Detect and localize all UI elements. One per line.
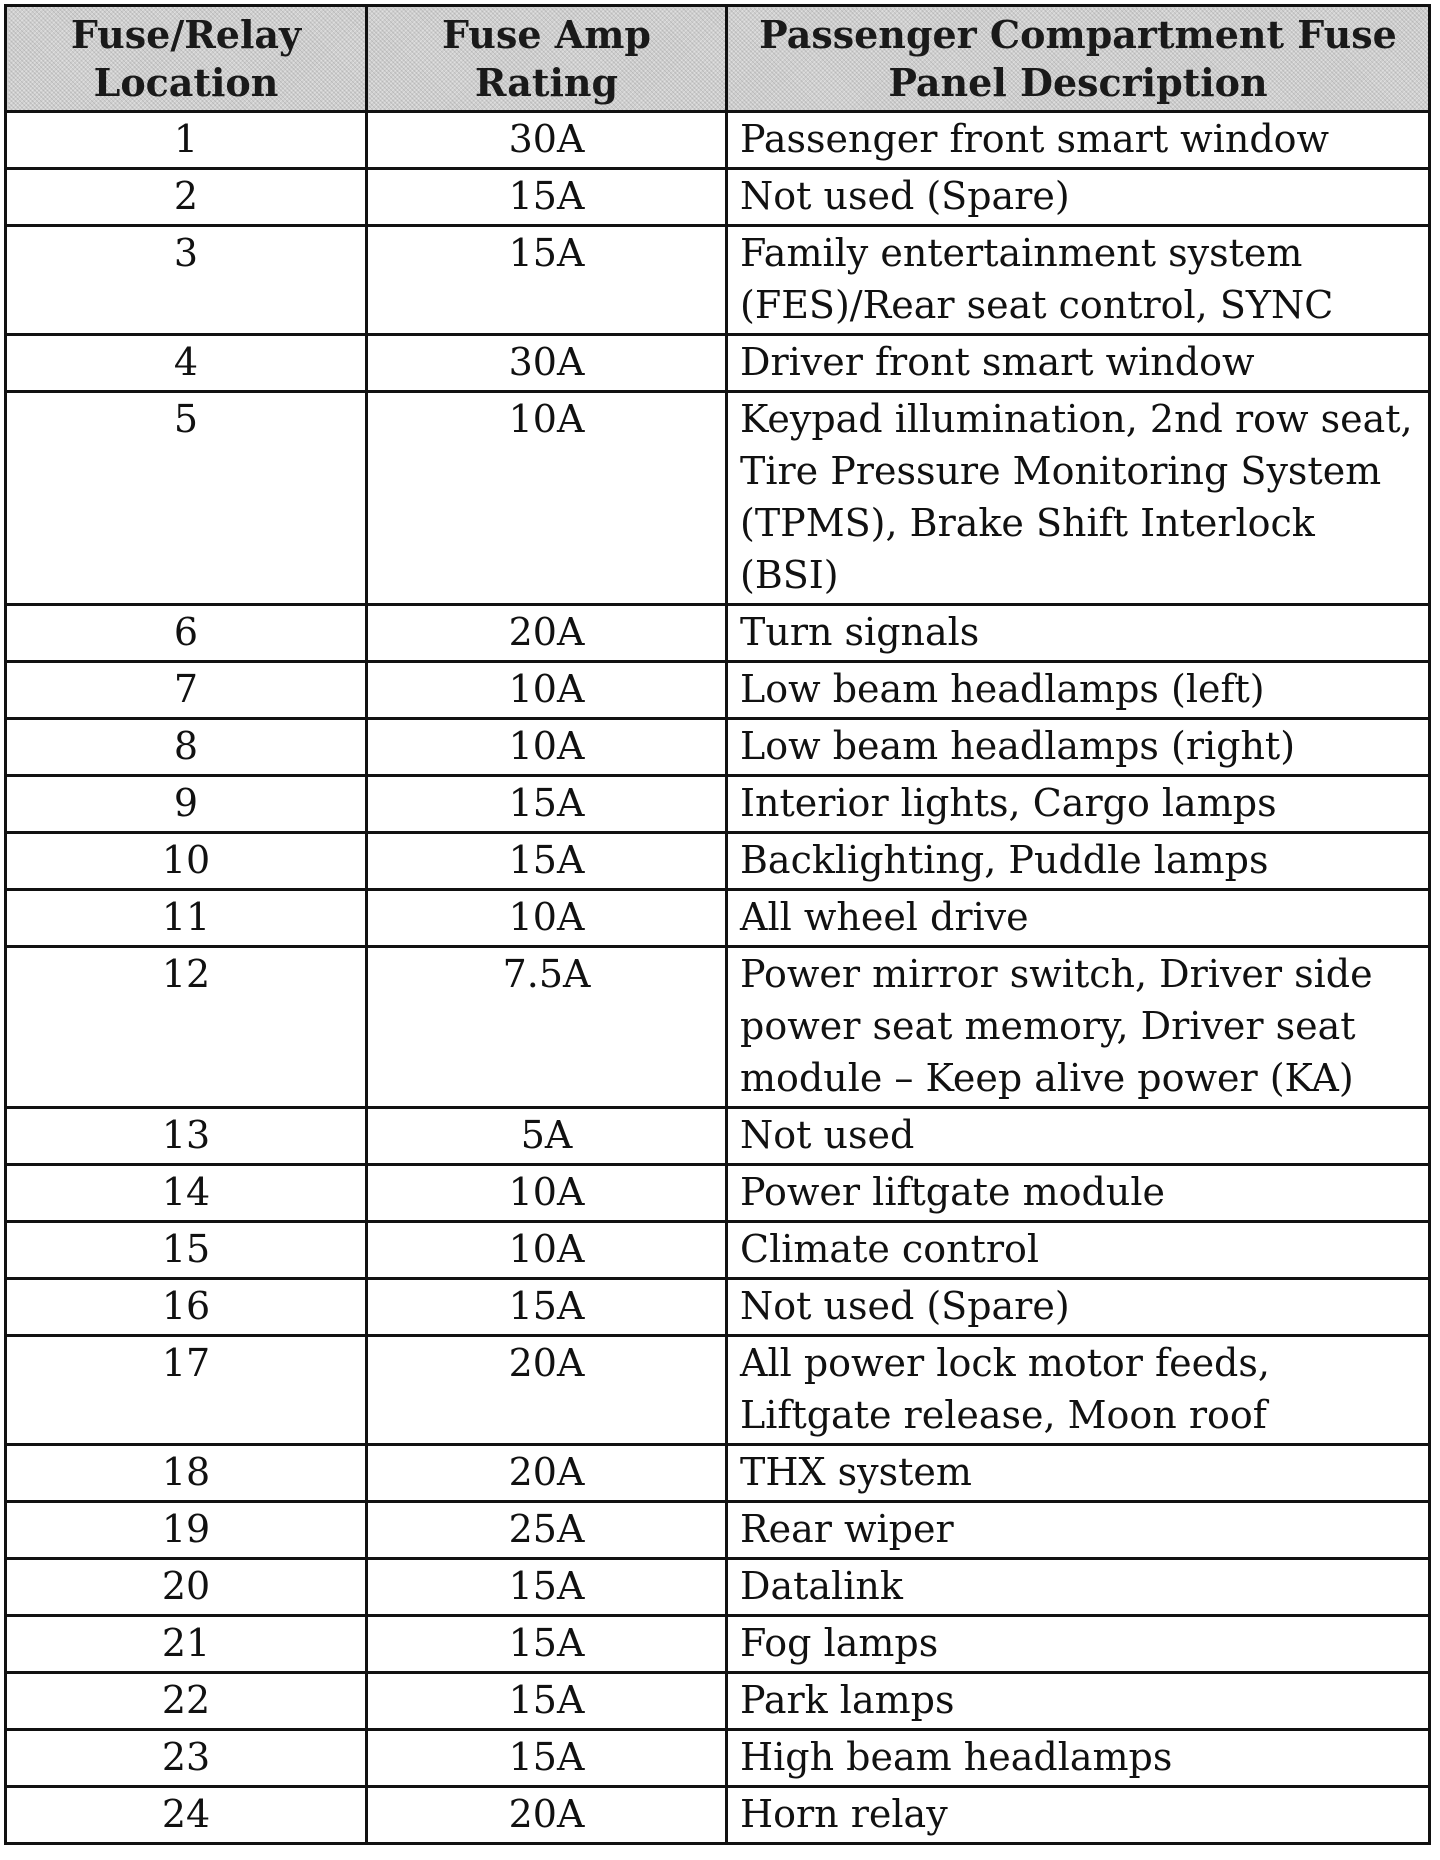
table-row: [6, 392, 1430, 605]
amp-rating-cell: 15A: [367, 1673, 727, 1730]
description-cell: All wheel drive: [727, 890, 1430, 947]
table-row: [6, 947, 1430, 1108]
amp-rating-cell: 15A: [367, 776, 727, 833]
fuse-location-cell: 10: [6, 833, 367, 890]
description-cell: All power lock motor feeds, Liftgate release, Moon roof: [727, 1336, 1430, 1445]
table-header: [6, 6, 1430, 112]
table-row: [6, 662, 1430, 719]
fuse-table: [4, 4, 1431, 1845]
description-cell: Passenger front smart window: [727, 112, 1430, 169]
fuse-location-cell: 11: [6, 890, 367, 947]
table-row: [6, 1222, 1430, 1279]
amp-rating-cell: 10A: [367, 719, 727, 776]
fuse-location-cell: 9: [6, 776, 367, 833]
description-cell: Driver front smart window: [727, 335, 1430, 392]
amp-rating-cell: 10A: [367, 890, 727, 947]
fuse-location-cell: 3: [6, 226, 367, 335]
description-cell: Horn relay: [727, 1787, 1430, 1844]
description-cell: Park lamps: [727, 1673, 1430, 1730]
fuse-location-cell: 17: [6, 1336, 367, 1445]
table-row: [6, 1108, 1430, 1165]
amp-rating-cell: 15A: [367, 1279, 727, 1336]
description-cell: Family entertainment system (FES)/Rear seat control, SYNC: [727, 226, 1430, 335]
description-cell: Not used (Spare): [727, 1279, 1430, 1336]
description-cell: Datalink: [727, 1559, 1430, 1616]
amp-rating-cell: 30A: [367, 112, 727, 169]
table-row: [6, 1502, 1430, 1559]
table-row: [6, 1616, 1430, 1673]
amp-rating-cell: 10A: [367, 1165, 727, 1222]
amp-rating-cell: 20A: [367, 1445, 727, 1502]
fuse-location-cell: 16: [6, 1279, 367, 1336]
table-body: [6, 112, 1430, 1844]
table-row: [6, 1673, 1430, 1730]
table-row: [6, 1559, 1430, 1616]
header-description: Passenger Compartment Fuse Panel Description: [727, 6, 1430, 112]
header-row: [6, 6, 1430, 112]
amp-rating-cell: 30A: [367, 335, 727, 392]
fuse-location-cell: 13: [6, 1108, 367, 1165]
fuse-location-cell: 8: [6, 719, 367, 776]
fuse-location-cell: 20: [6, 1559, 367, 1616]
table-row: [6, 1279, 1430, 1336]
amp-rating-cell: 5A: [367, 1108, 727, 1165]
header-location: Fuse/Relay Location: [6, 6, 367, 112]
fuse-location-cell: 12: [6, 947, 367, 1108]
table-row: [6, 169, 1430, 226]
table-row: [6, 1730, 1430, 1787]
fuse-location-cell: 19: [6, 1502, 367, 1559]
description-cell: High beam headlamps: [727, 1730, 1430, 1787]
amp-rating-cell: 10A: [367, 1222, 727, 1279]
table-row: [6, 112, 1430, 169]
fuse-location-cell: 21: [6, 1616, 367, 1673]
table-row: [6, 1787, 1430, 1844]
description-cell: Keypad illumination, 2nd row seat, Tire Pressure Monitoring System (TPMS), Brake Shift Interlock (BSI): [727, 392, 1430, 605]
fuse-location-cell: 5: [6, 392, 367, 605]
header-rating: Fuse Amp Rating: [367, 6, 727, 112]
table-row: [6, 776, 1430, 833]
description-cell: THX system: [727, 1445, 1430, 1502]
description-cell: Climate control: [727, 1222, 1430, 1279]
amp-rating-cell: 20A: [367, 1787, 727, 1844]
fuse-location-cell: 15: [6, 1222, 367, 1279]
amp-rating-cell: 10A: [367, 392, 727, 605]
fuse-location-cell: 7: [6, 662, 367, 719]
description-cell: Power mirror switch, Driver side power seat memory, Driver seat module – Keep alive power (KA): [727, 947, 1430, 1108]
description-cell: Interior lights, Cargo lamps: [727, 776, 1430, 833]
amp-rating-cell: 15A: [367, 1616, 727, 1673]
amp-rating-cell: 20A: [367, 1336, 727, 1445]
table-row: [6, 1445, 1430, 1502]
amp-rating-cell: 25A: [367, 1502, 727, 1559]
description-cell: Fog lamps: [727, 1616, 1430, 1673]
amp-rating-cell: 15A: [367, 1730, 727, 1787]
table-row: [6, 335, 1430, 392]
fuse-location-cell: 1: [6, 112, 367, 169]
description-cell: Power liftgate module: [727, 1165, 1430, 1222]
amp-rating-cell: 15A: [367, 1559, 727, 1616]
amp-rating-cell: 7.5A: [367, 947, 727, 1108]
description-cell: Low beam headlamps (right): [727, 719, 1430, 776]
table-row: [6, 1165, 1430, 1222]
fuse-location-cell: 24: [6, 1787, 367, 1844]
description-cell: Low beam headlamps (left): [727, 662, 1430, 719]
fuse-location-cell: 14: [6, 1165, 367, 1222]
amp-rating-cell: 10A: [367, 662, 727, 719]
fuse-location-cell: 23: [6, 1730, 367, 1787]
description-cell: Backlighting, Puddle lamps: [727, 833, 1430, 890]
fuse-location-cell: 2: [6, 169, 367, 226]
fuse-location-cell: 4: [6, 335, 367, 392]
table-row: [6, 1336, 1430, 1445]
amp-rating-cell: 20A: [367, 605, 727, 662]
fuse-location-cell: 6: [6, 605, 367, 662]
table-row: [6, 833, 1430, 890]
description-cell: Turn signals: [727, 605, 1430, 662]
amp-rating-cell: 15A: [367, 169, 727, 226]
description-cell: Not used (Spare): [727, 169, 1430, 226]
table-row: [6, 226, 1430, 335]
amp-rating-cell: 15A: [367, 833, 727, 890]
description-cell: Rear wiper: [727, 1502, 1430, 1559]
description-cell: Not used: [727, 1108, 1430, 1165]
table-row: [6, 890, 1430, 947]
fuse-location-cell: 22: [6, 1673, 367, 1730]
amp-rating-cell: 15A: [367, 226, 727, 335]
fuse-location-cell: 18: [6, 1445, 367, 1502]
table-row: [6, 719, 1430, 776]
table-row: [6, 605, 1430, 662]
